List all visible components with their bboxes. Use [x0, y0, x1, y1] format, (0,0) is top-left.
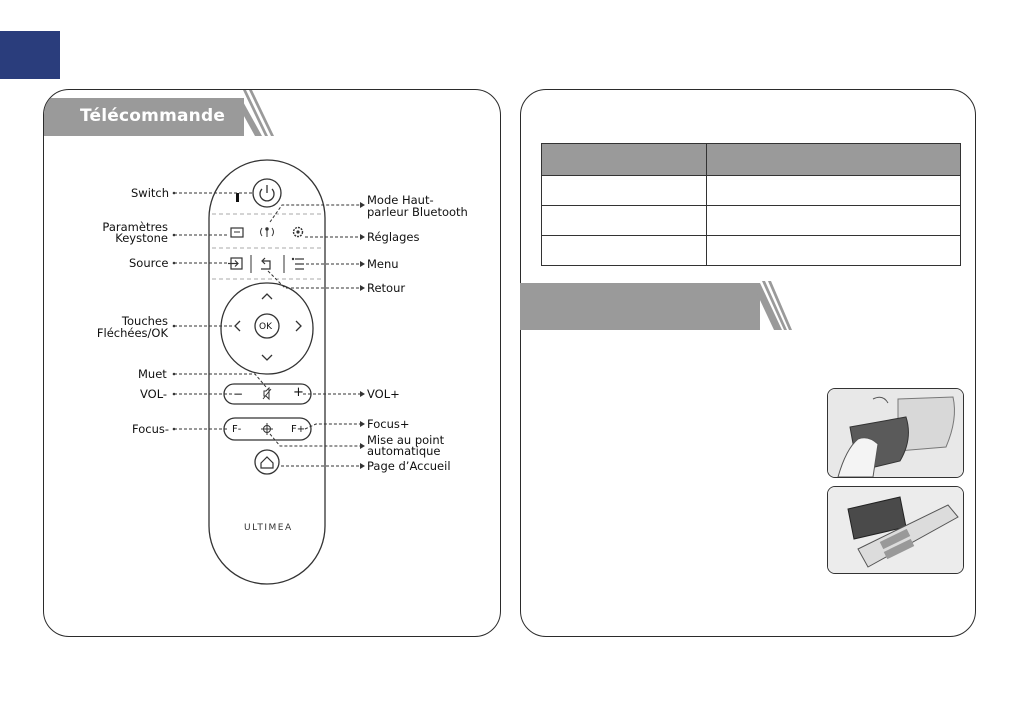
menu-label: Menu	[367, 257, 399, 271]
focus-minus-label: Focus-	[132, 422, 169, 436]
bt-label-line1: Mode Haut-	[367, 193, 434, 207]
arrows-label-line1: Touches	[121, 314, 168, 328]
home-button	[255, 450, 279, 474]
section-banner-2	[520, 283, 760, 330]
power-button	[253, 179, 281, 207]
banner-stripes-2	[752, 281, 792, 333]
focus-plus-key: F+	[291, 424, 306, 435]
battery-compartment-photo	[827, 486, 964, 574]
autofocus-label-line2: automatique	[367, 444, 441, 458]
table-cell	[542, 206, 707, 236]
table-cell	[707, 236, 961, 266]
keystone-label-line1: Paramètres	[102, 220, 168, 234]
spec-table	[541, 143, 961, 266]
autofocus-label-line1: Mise au point	[367, 433, 445, 447]
mute-label: Muet	[138, 367, 167, 381]
table-header-cell	[542, 144, 707, 176]
table-header-cell	[707, 144, 961, 176]
source-label: Source	[129, 256, 169, 270]
battery-cover-photo	[827, 388, 964, 478]
indicator-light	[236, 193, 239, 202]
focus-minus-key: F-	[232, 424, 242, 435]
panel-title: Télécommande	[80, 106, 226, 126]
vol-minus-key: −	[233, 387, 244, 401]
vol-plus-label: VOL+	[367, 387, 400, 401]
table-row	[542, 206, 961, 236]
ok-label: OK	[259, 322, 272, 332]
table-cell	[542, 176, 707, 206]
switch-label: Switch	[131, 186, 170, 200]
table-row	[542, 176, 961, 206]
bt-label-line2: parleur Bluetooth	[367, 205, 468, 219]
arrows-label-line2: Fléchées/OK	[96, 326, 168, 340]
settings-label: Réglages	[367, 230, 420, 244]
vol-plus-key: +	[293, 385, 304, 400]
table-header-row	[542, 144, 961, 176]
home-label: Page d’Accueil	[367, 459, 451, 473]
table-cell	[707, 176, 961, 206]
table-row	[542, 236, 961, 266]
keystone-label-line2: Keystone	[115, 231, 168, 245]
table-cell	[542, 236, 707, 266]
table-cell	[707, 206, 961, 236]
focus-plus-label: Focus+	[367, 417, 410, 431]
back-label: Retour	[367, 281, 406, 295]
vol-minus-label: VOL-	[140, 387, 168, 401]
brand-logo: ULTIMEA	[244, 523, 293, 533]
